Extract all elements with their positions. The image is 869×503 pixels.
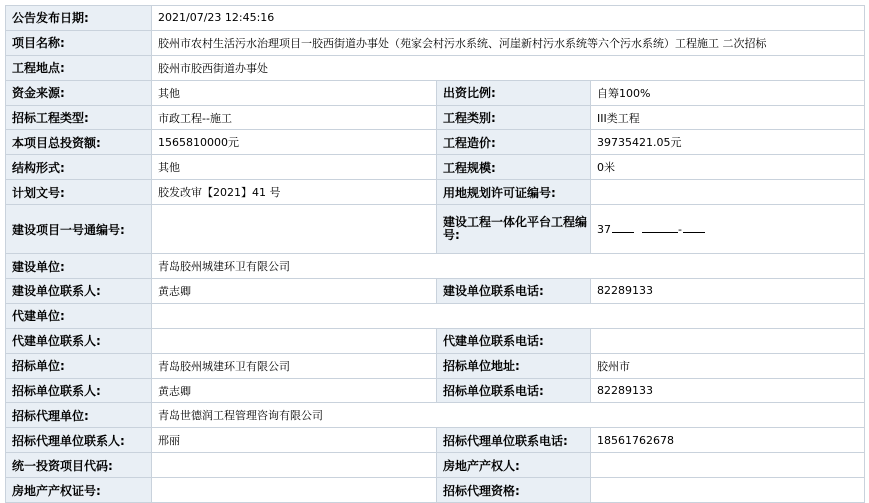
table-row [6,378,865,403]
tender-agent-phone-label: 招标代理单位联系电话: [437,428,591,453]
table-row [6,453,865,478]
table-row [6,428,865,453]
project-name-value: 胶州市农村生活污水治理项目一胶西街道办事处（苑家会村污水系统、河崖新村污水系统等六个污水系统）工程施工 二次招标 [152,30,865,55]
bid-type-value: 市政工程--施工 [152,105,437,130]
project-name-label: 项目名称: [6,30,152,55]
unified-code-label: 统一投资项目代码: [6,453,152,478]
location-value: 胶州市胶西街道办事处 [152,55,865,80]
tenderer-phone-label: 招标单位联系电话: [437,378,591,403]
table-row [6,353,865,378]
total-investment-label: 本项目总投资额: [6,130,152,155]
platform-code-prefix: 37 [597,222,611,236]
scale-label: 工程规模: [437,155,591,180]
tender-agent-label: 招标代理单位: [6,403,152,428]
table-row [6,6,865,31]
property-cert-value [152,478,437,503]
builder-value: 青岛胶州城建环卫有限公司 [152,254,865,279]
platform-code-dash: - [678,222,682,236]
builder-phone-label: 建设单位联系电话: [437,279,591,304]
platform-code-blank [683,223,705,233]
table-row [6,180,865,205]
tenderer-contact-label: 招标单位联系人: [6,378,152,403]
bid-type-label: 招标工程类型: [6,105,152,130]
agent-contact-value [152,328,437,353]
scale-value: 0米 [591,155,865,180]
table-row [6,279,865,304]
structure-value: 其他 [152,155,437,180]
builder-contact-label: 建设单位联系人: [6,279,152,304]
table-row [6,30,865,55]
table-row [6,403,865,428]
tenderer-phone-value: 82289133 [591,378,865,403]
platform-code-value [591,205,865,254]
builder-phone-value: 82289133 [591,279,865,304]
agent-builder-value [152,303,865,328]
table-row [6,254,865,279]
builder-label: 建设单位: [6,254,152,279]
tenderer-address-value: 胶州市 [591,353,865,378]
unified-code-value [152,453,437,478]
total-investment-value: 1565810000元 [152,130,437,155]
fund-source-label: 资金来源: [6,80,152,105]
land-permit-value [591,180,865,205]
invest-ratio-label: 出资比例: [437,80,591,105]
publish-date-value: 2021/07/23 12:45:16 [152,6,865,31]
invest-ratio-value: 自筹100% [591,80,865,105]
table-row [6,478,865,503]
tenderer-value: 青岛胶州城建环卫有限公司 [152,353,437,378]
project-cost-value: 39735421.05元 [591,130,865,155]
plan-doc-label: 计划文号: [6,180,152,205]
agent-qualification-value [591,478,865,503]
table-row [6,155,865,180]
tender-agent-contact-label: 招标代理单位联系人: [6,428,152,453]
table-row [6,303,865,328]
table-row [6,80,865,105]
project-category-label: 工程类别: [437,105,591,130]
agent-qualification-label: 招标代理资格: [437,478,591,503]
fund-source-value: 其他 [152,80,437,105]
tender-info-table [5,5,865,503]
project-code-value [152,205,437,254]
platform-code-blank [642,223,678,233]
agent-phone-value [591,328,865,353]
tenderer-label: 招标单位: [6,353,152,378]
plan-doc-value: 胶发改审【2021】41 号 [152,180,437,205]
builder-contact-value: 黄志卿 [152,279,437,304]
tenderer-address-label: 招标单位地址: [437,353,591,378]
agent-phone-label: 代建单位联系电话: [437,328,591,353]
agent-builder-label: 代建单位: [6,303,152,328]
publish-date-label: 公告发布日期: [6,6,152,31]
location-label: 工程地点: [6,55,152,80]
table-row [6,328,865,353]
property-owner-value [591,453,865,478]
tender-agent-phone-value: 18561762678 [591,428,865,453]
property-owner-label: 房地产产权人: [437,453,591,478]
land-permit-label: 用地规划许可证编号: [437,180,591,205]
structure-label: 结构形式: [6,155,152,180]
table-row [6,105,865,130]
table-row [6,205,865,254]
platform-code-label: 建设工程一体化平台工程编号: [437,205,591,254]
tender-agent-value: 青岛世德润工程管理咨询有限公司 [152,403,865,428]
tenderer-contact-value: 黄志卿 [152,378,437,403]
property-cert-label: 房地产产权证号: [6,478,152,503]
tender-agent-contact-value: 邢丽 [152,428,437,453]
table-row [6,55,865,80]
project-cost-label: 工程造价: [437,130,591,155]
project-code-label: 建设项目一号通编号: [6,205,152,254]
table-row [6,130,865,155]
platform-code-blank [612,223,634,233]
project-category-value: III类工程 [591,105,865,130]
agent-contact-label: 代建单位联系人: [6,328,152,353]
